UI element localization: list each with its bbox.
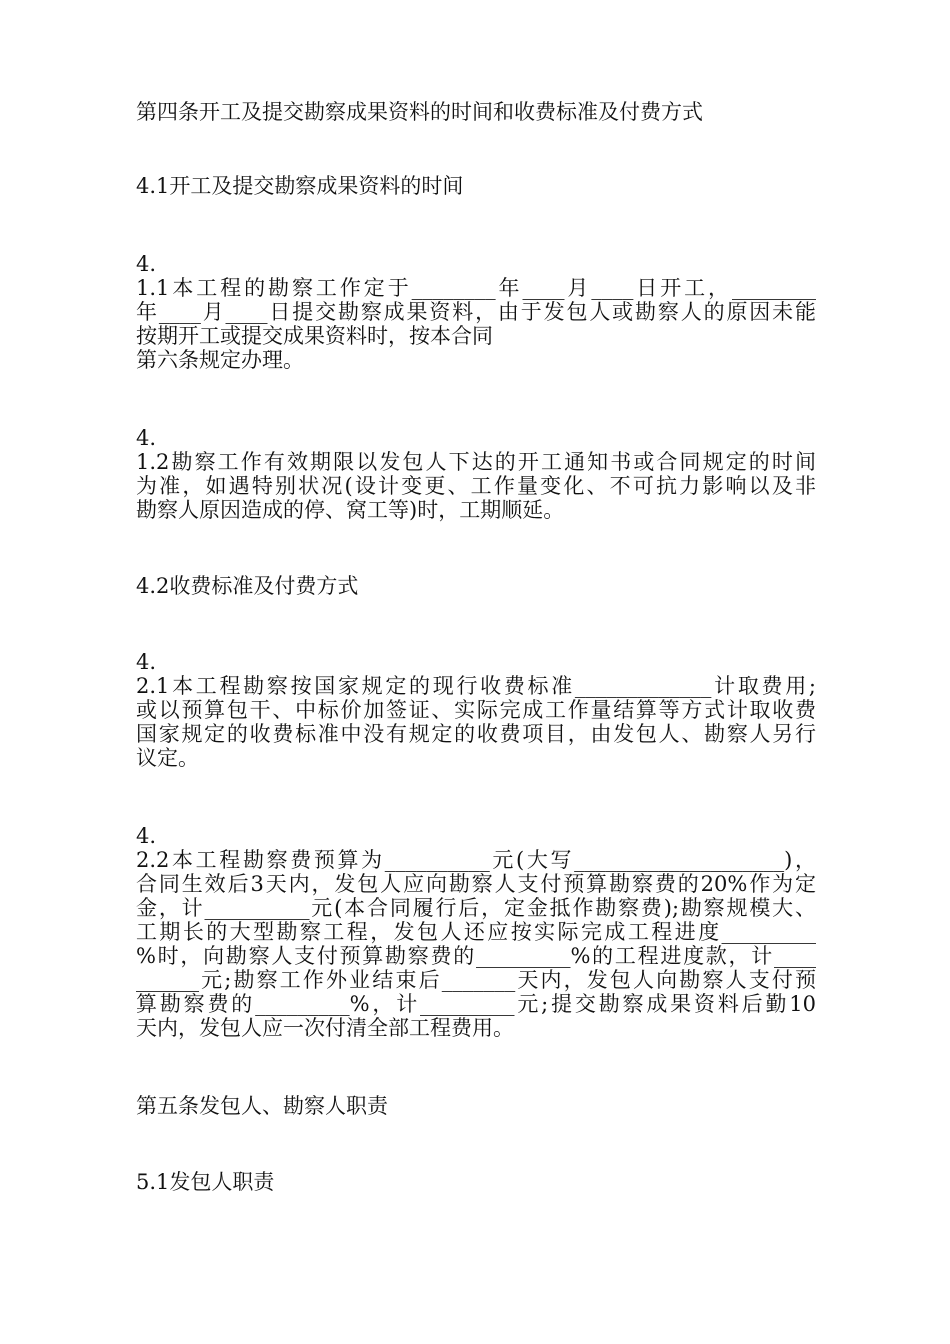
clause-4-2-1-line: 2.1本工程勘察按国家规定的现行收费标准_____________计取费用; <box>136 674 816 698</box>
clause-4-1-2-line: 勘察人原因造成的停、窝工等)时，工期顺延。 <box>136 498 565 522</box>
clause-4-2-1-line: 议定。 <box>136 746 199 770</box>
clause-number: 4. <box>136 426 157 450</box>
clause-number: 4. <box>136 252 157 276</box>
clause-4-1-1-line: 1.1本工程的勘察工作定于________年____月____日开工，________ <box>136 276 816 300</box>
section-5-1-heading: 5.1发包人职责 <box>136 1170 275 1194</box>
clause-4-2-1-line: 或以预算包干、中标价加签证、实际完成工作量结算等方式计取收费 <box>136 698 816 722</box>
clause-4-1-1-line: 年____月____日提交勘察成果资料，由于发包人或勘察人的原因未能 <box>136 300 816 324</box>
clause-4-2-2-line: 算勘察费的_________%，计_________元;提交勘察成果资料后勤10 <box>136 992 816 1016</box>
article-5-heading: 第五条发包人、勘察人职责 <box>136 1094 388 1118</box>
clause-4-2-2-line: %时，向勘察人支付预算勘察费的_________%的工程进度款，计____ <box>136 944 816 968</box>
clause-4-2-2-line: 工期长的大型勘察工程，发包人还应按实际完成工程进度_________ <box>136 920 816 944</box>
clause-number: 4. <box>136 650 157 674</box>
clause-4-2-2-line: ______元;勘察工作外业结束后_______天内，发包人向勘察人支付预 <box>136 968 816 992</box>
clause-4-1-1-line: 第六条规定办理。 <box>136 348 304 372</box>
section-4-1-heading: 4.1开工及提交勘察成果资料的时间 <box>136 174 464 198</box>
clause-4-2-2-line: 合同生效后3天内，发包人应向勘察人支付预算勘察费的20%作为定 <box>136 872 816 896</box>
clause-4-2-2-line: 金，计__________元(本合同履行后，定金抵作勘察费);勘察规模大、 <box>136 896 816 920</box>
clause-4-1-1-line: 按期开工或提交成果资料时，按本合同 <box>136 324 493 348</box>
clause-4-1-2-line: 为准，如遇特别状况(设计变更、工作量变化、不可抗力影响以及非 <box>136 474 816 498</box>
article-4-heading: 第四条开工及提交勘察成果资料的时间和收费标准及付费方式 <box>136 100 703 124</box>
clause-4-2-1-line: 国家规定的收费标准中没有规定的收费项目，由发包人、勘察人另行 <box>136 722 816 746</box>
clause-number: 4. <box>136 824 157 848</box>
clause-4-2-2-line: 天内，发包人应一次付清全部工程费用。 <box>136 1016 514 1040</box>
section-4-2-heading: 4.2收费标准及付费方式 <box>136 574 359 598</box>
clause-4-1-2-line: 1.2勘察工作有效期限以发包人下达的开工通知书或合同规定的时间 <box>136 450 816 474</box>
clause-4-2-2-line: 2.2本工程勘察费预算为__________元(大写____________________)， <box>136 848 816 872</box>
